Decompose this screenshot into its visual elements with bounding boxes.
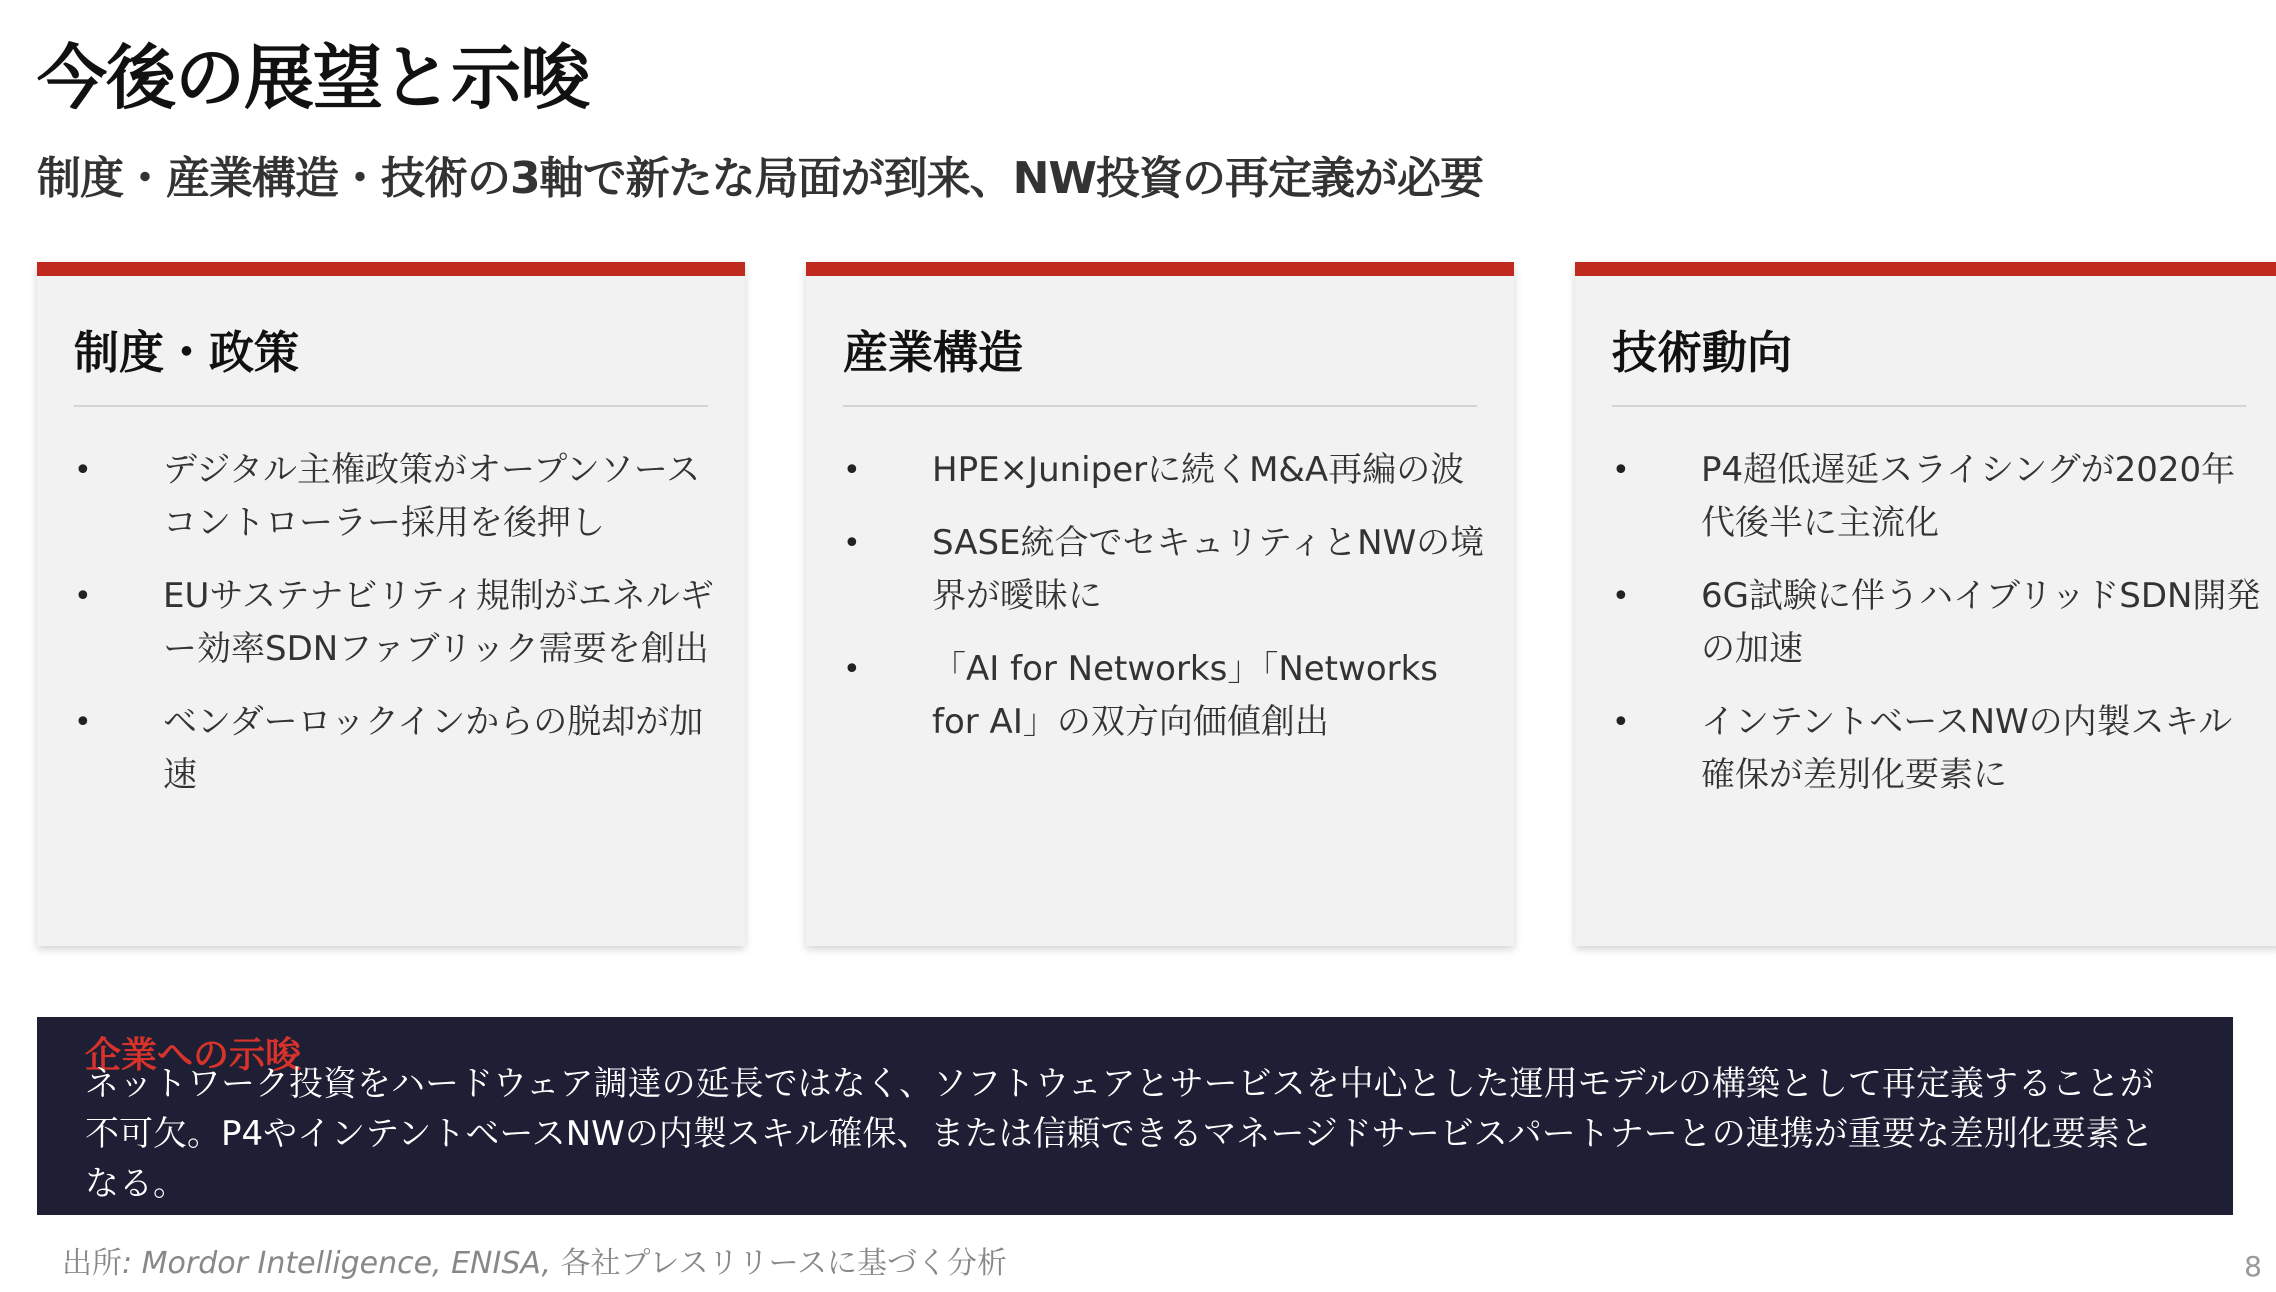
list-item [1612,444,2263,550]
bullet-text: 「AI for Networks」「Networks for AI」の双方向価値創出 [932,649,1438,742]
bullet-text: デジタル主権政策がオープンソースコントローラー採用を後押し [163,450,701,543]
bullet-icon: • [74,705,92,740]
bullet-text: EUサステナビリティ規制がエネルギー効率SDNファブリック需要を創出 [163,576,714,669]
bullet-icon: • [74,453,92,488]
bullet-icon: • [843,453,861,488]
bullet-text: ベンダーロックインからの脱却が加速 [163,702,704,795]
card-technology-trends [1575,262,2276,946]
bullet-list [843,444,1494,769]
implication-body: ネットワーク投資をハードウェア調達の延長ではなく、ソフトウェアとサービスを中心とした運用モデルの構築として再定義することが不可欠。P4やインテントベースNWの内製スキル確保、または信頼できるマネージドサービスパートナーとの連携が重要な差別化要素となる。 [85,1064,2154,1204]
bullet-list [74,444,725,822]
bullet-icon: • [1612,579,1630,614]
bullet-icon: • [843,526,861,561]
bullet-text: 6G試験に伴うハイブリッドSDN開発の加速 [1701,576,2261,669]
implication-box [37,1017,2233,1215]
bullet-icon: • [843,652,861,687]
list-item [1612,570,2263,676]
list-item [74,444,725,550]
card-heading: 技術動向 [1612,326,1793,379]
card-industry-structure [806,262,1514,946]
card-divider [843,405,1477,407]
bullet-text: SASE統合でセキュリティとNWの境界が曖昧に [932,523,1485,616]
card-policy [37,262,745,946]
bullet-list [1612,444,2263,822]
implication-heading: 企業への示唆 [85,1035,302,1076]
list-item [1612,696,2263,802]
list-item [843,517,1494,623]
source-prefix: 出所 [62,1246,122,1281]
card-heading: 産業構造 [843,326,1024,379]
source-note [62,1238,1007,1282]
page-number: 8 [2244,1250,2262,1283]
list-item [74,570,725,676]
bullet-icon: • [1612,453,1630,488]
source-suffix: 各社プレスリリースに基づく分析 [551,1246,1007,1281]
card-divider [1612,405,2246,407]
bullet-text: HPE×Juniperに続くM&A再編の波 [932,450,1465,490]
bullet-icon: • [1612,705,1630,740]
source-italic: : Mordor Intelligence, ENISA, [122,1246,552,1281]
bullet-text: P4超低遅延スライシングが2020年代後半に主流化 [1701,450,2236,543]
slide-subtitle: 制度・産業構造・技術の3軸で新たな局面が到来、NW投資の再定義が必要 [37,153,1483,204]
bullet-icon: • [74,579,92,614]
card-heading: 制度・政策 [74,326,300,379]
slide-title: 今後の展望と示唆 [37,37,589,119]
bullet-text: インテントベースNWの内製スキル確保が差別化要素に [1701,702,2233,795]
list-item [74,696,725,802]
list-item [843,444,1494,497]
card-divider [74,405,708,407]
list-item [843,643,1494,749]
